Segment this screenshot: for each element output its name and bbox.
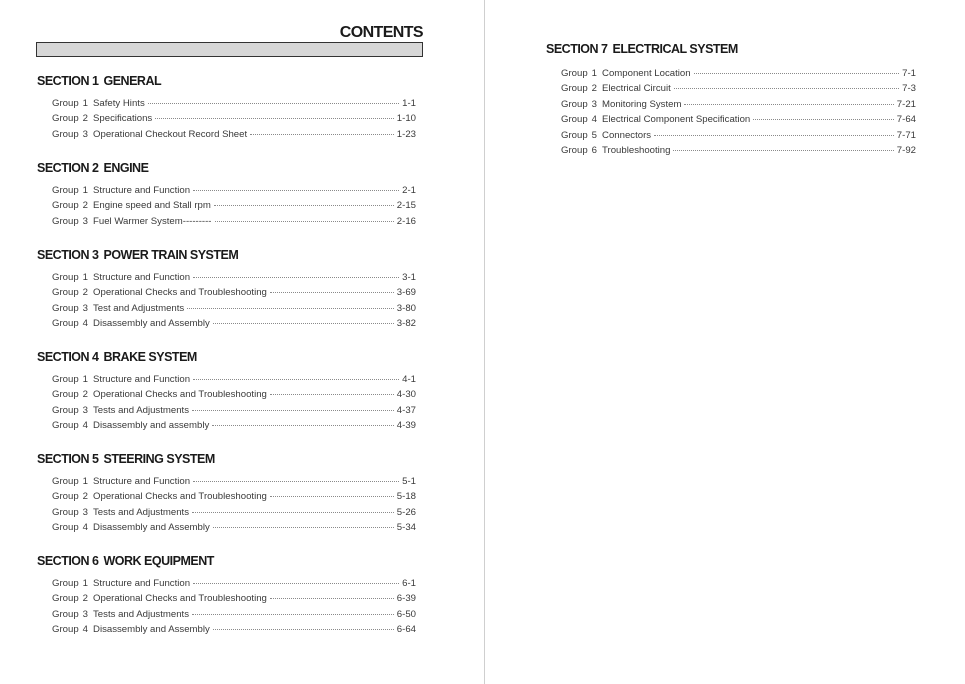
section-heading bbox=[37, 350, 416, 364]
group-list bbox=[52, 185, 416, 231]
toc-entry[interactable] bbox=[52, 318, 416, 333]
group-word: Group bbox=[52, 318, 79, 330]
toc-entry[interactable] bbox=[52, 185, 416, 200]
toc-entry[interactable] bbox=[52, 593, 416, 608]
section-number: SECTION 6 bbox=[37, 554, 99, 568]
group-number: 3 bbox=[82, 608, 89, 620]
page-number: 7-1 bbox=[902, 68, 916, 79]
toc-entry[interactable] bbox=[52, 609, 416, 624]
section-heading bbox=[37, 554, 416, 568]
section-4 bbox=[37, 350, 416, 436]
page-title: CONTENTS bbox=[339, 24, 423, 41]
group-word: Group bbox=[561, 129, 588, 141]
entry-title: Electrical Component Specification bbox=[602, 114, 751, 126]
section-6 bbox=[37, 554, 416, 640]
toc-entry[interactable] bbox=[52, 272, 416, 287]
toc-entry[interactable] bbox=[561, 99, 916, 114]
group-word: Group bbox=[561, 68, 588, 79]
group-number: 3 bbox=[82, 506, 89, 518]
entry-title: Disassembly and Assembly bbox=[93, 318, 210, 330]
toc-entry[interactable] bbox=[561, 145, 916, 160]
group-number: 6 bbox=[591, 144, 598, 156]
group-list bbox=[52, 578, 416, 640]
dot-leader bbox=[674, 88, 899, 89]
entry-title: Tests and Adjustments bbox=[93, 404, 190, 416]
group-number: 1 bbox=[82, 476, 89, 487]
group-number: 2 bbox=[82, 287, 89, 299]
entry-title: Component Location bbox=[602, 68, 691, 79]
group-word: Group bbox=[52, 404, 79, 416]
toc-entry[interactable] bbox=[561, 130, 916, 145]
entry-title: Safety Hints bbox=[93, 98, 145, 109]
dot-leader bbox=[694, 73, 900, 74]
group-number: 3 bbox=[82, 404, 89, 416]
toc-entry[interactable] bbox=[52, 200, 416, 215]
page-gutter-divider bbox=[484, 0, 485, 684]
section-3 bbox=[37, 248, 416, 334]
group-number: 5 bbox=[591, 129, 598, 141]
entry-title: Test and Adjustments bbox=[93, 302, 185, 314]
dot-leader bbox=[192, 614, 394, 615]
page-number: 3-80 bbox=[396, 302, 416, 314]
section-name: BRAKE SYSTEM bbox=[103, 350, 197, 364]
toc-entry[interactable] bbox=[52, 578, 416, 593]
group-list bbox=[52, 98, 416, 144]
section-2 bbox=[37, 161, 416, 231]
toc-entry[interactable] bbox=[52, 491, 416, 506]
entry-title: Operational Checkout Record Sheet bbox=[93, 128, 248, 140]
page-number: 7-21 bbox=[896, 98, 916, 110]
page-number: 2-1 bbox=[402, 185, 416, 196]
group-number: 1 bbox=[82, 578, 89, 589]
section-name: ELECTRICAL SYSTEM bbox=[612, 42, 738, 56]
group-number: 2 bbox=[82, 113, 89, 125]
toc-entry[interactable] bbox=[561, 83, 916, 98]
dot-leader bbox=[192, 512, 394, 513]
group-word: Group bbox=[52, 113, 79, 125]
group-number: 1 bbox=[82, 272, 89, 283]
group-word: Group bbox=[52, 272, 79, 283]
entry-title: Fuel Warmer System--------- bbox=[93, 215, 212, 227]
section-number: SECTION 3 bbox=[37, 248, 99, 262]
entry-title: Operational Checks and Troubleshooting bbox=[93, 389, 267, 401]
section-number: SECTION 5 bbox=[37, 452, 99, 466]
section-heading bbox=[546, 42, 916, 56]
page-number: 7-71 bbox=[896, 129, 916, 141]
dot-leader bbox=[673, 150, 893, 151]
page-number: 5-18 bbox=[396, 491, 416, 503]
dot-leader bbox=[654, 135, 894, 136]
page-number: 7-92 bbox=[896, 144, 916, 156]
group-number: 3 bbox=[591, 98, 598, 110]
section-5 bbox=[37, 452, 416, 538]
entry-title: Structure and Function bbox=[93, 185, 191, 196]
title-bar bbox=[36, 42, 423, 57]
page-number: 6-64 bbox=[396, 624, 416, 636]
section-name: GENERAL bbox=[103, 74, 162, 88]
entry-title: Structure and Function bbox=[93, 578, 191, 589]
page-number: 4-37 bbox=[396, 404, 416, 416]
group-word: Group bbox=[52, 624, 79, 636]
dot-leader bbox=[193, 379, 399, 380]
page-number: 3-1 bbox=[402, 272, 416, 283]
section-number: SECTION 2 bbox=[37, 161, 99, 175]
group-list bbox=[52, 272, 416, 334]
entry-title: Tests and Adjustments bbox=[93, 608, 190, 620]
dot-leader bbox=[192, 410, 394, 411]
page-number: 4-30 bbox=[396, 389, 416, 401]
page-number: 5-1 bbox=[402, 476, 416, 487]
dot-leader bbox=[270, 394, 394, 395]
group-number: 2 bbox=[82, 491, 89, 503]
entry-title: Electrical Circuit bbox=[602, 83, 671, 95]
section-7 bbox=[546, 42, 916, 160]
dot-leader bbox=[148, 103, 399, 104]
group-word: Group bbox=[52, 128, 79, 140]
group-list bbox=[52, 374, 416, 436]
page-number: 1-23 bbox=[396, 128, 416, 140]
page-number: 2-15 bbox=[396, 200, 416, 212]
dot-leader bbox=[213, 629, 394, 630]
entry-title: Engine speed and Stall rpm bbox=[93, 200, 211, 212]
page-number: 4-1 bbox=[402, 374, 416, 385]
group-word: Group bbox=[52, 506, 79, 518]
toc-entry[interactable] bbox=[52, 113, 416, 128]
section-number: SECTION 7 bbox=[546, 42, 608, 56]
toc-entry[interactable] bbox=[52, 405, 416, 420]
entry-title: Specifications bbox=[93, 113, 153, 125]
group-word: Group bbox=[561, 114, 588, 126]
entry-title: Structure and Function bbox=[93, 272, 191, 283]
group-number: 4 bbox=[82, 318, 89, 330]
entry-title: Connectors bbox=[602, 129, 652, 141]
group-word: Group bbox=[52, 374, 79, 385]
section-name: STEERING SYSTEM bbox=[103, 452, 215, 466]
entry-title: Troubleshooting bbox=[602, 144, 671, 156]
dot-leader bbox=[193, 583, 399, 584]
entry-title: Structure and Function bbox=[93, 374, 191, 385]
group-number: 2 bbox=[82, 593, 89, 605]
page-number: 4-39 bbox=[396, 420, 416, 432]
toc-entry[interactable] bbox=[52, 389, 416, 404]
page-number: 2-16 bbox=[396, 215, 416, 227]
dot-leader bbox=[270, 292, 394, 293]
dot-leader bbox=[193, 277, 399, 278]
group-word: Group bbox=[52, 287, 79, 299]
group-number: 4 bbox=[82, 522, 89, 534]
group-word: Group bbox=[52, 215, 79, 227]
dot-leader bbox=[270, 598, 394, 599]
toc-entry[interactable] bbox=[52, 374, 416, 389]
toc-entry[interactable] bbox=[52, 216, 416, 231]
dot-leader bbox=[193, 481, 399, 482]
page-number: 6-39 bbox=[396, 593, 416, 605]
entry-title: Operational Checks and Troubleshooting bbox=[93, 593, 267, 605]
group-number: 2 bbox=[591, 83, 598, 95]
entry-title: Operational Checks and Troubleshooting bbox=[93, 491, 267, 503]
group-number: 3 bbox=[82, 215, 89, 227]
entry-title: Disassembly and Assembly bbox=[93, 624, 210, 636]
group-word: Group bbox=[52, 491, 79, 503]
entry-title: Disassembly and assembly bbox=[93, 420, 210, 432]
dot-leader bbox=[213, 323, 394, 324]
group-number: 4 bbox=[591, 114, 598, 126]
group-number: 4 bbox=[82, 624, 89, 636]
dot-leader bbox=[212, 425, 394, 426]
section-name: WORK EQUIPMENT bbox=[103, 554, 214, 568]
page-number: 5-34 bbox=[396, 522, 416, 534]
entry-title: Structure and Function bbox=[93, 476, 191, 487]
page-number: 3-82 bbox=[396, 318, 416, 330]
toc-entry[interactable] bbox=[52, 98, 416, 113]
group-word: Group bbox=[52, 608, 79, 620]
section-heading bbox=[37, 248, 416, 262]
group-word: Group bbox=[52, 389, 79, 401]
group-list bbox=[52, 476, 416, 538]
toc-entry[interactable] bbox=[52, 522, 416, 537]
page-number: 1-1 bbox=[402, 98, 416, 109]
toc-entry[interactable] bbox=[52, 303, 416, 318]
toc-entry[interactable] bbox=[52, 129, 416, 144]
group-word: Group bbox=[561, 83, 588, 95]
group-number: 1 bbox=[82, 374, 89, 385]
group-number: 3 bbox=[82, 302, 89, 314]
page-number: 7-3 bbox=[902, 83, 916, 95]
group-number: 1 bbox=[82, 185, 89, 196]
dot-leader bbox=[753, 119, 894, 120]
toc-entry[interactable] bbox=[561, 114, 916, 129]
dot-leader bbox=[187, 308, 394, 309]
group-word: Group bbox=[52, 476, 79, 487]
entry-title: Disassembly and Assembly bbox=[93, 522, 210, 534]
group-word: Group bbox=[52, 522, 79, 534]
group-word: Group bbox=[561, 98, 588, 110]
group-list bbox=[561, 68, 916, 160]
group-word: Group bbox=[52, 185, 79, 196]
page-number: 5-26 bbox=[396, 506, 416, 518]
group-word: Group bbox=[52, 200, 79, 212]
group-number: 1 bbox=[591, 68, 598, 79]
entry-title: Monitoring System bbox=[602, 98, 682, 110]
section-name: ENGINE bbox=[103, 161, 149, 175]
entry-title: Operational Checks and Troubleshooting bbox=[93, 287, 267, 299]
toc-entry[interactable] bbox=[52, 624, 416, 639]
group-number: 3 bbox=[82, 128, 89, 140]
section-heading bbox=[37, 452, 416, 466]
group-word: Group bbox=[561, 144, 588, 156]
group-word: Group bbox=[52, 420, 79, 432]
dot-leader bbox=[193, 190, 399, 191]
section-heading bbox=[37, 74, 416, 88]
dot-leader bbox=[270, 496, 394, 497]
section-number: SECTION 4 bbox=[37, 350, 99, 364]
dot-leader bbox=[684, 104, 893, 105]
group-number: 4 bbox=[82, 420, 89, 432]
toc-entry[interactable] bbox=[561, 68, 916, 83]
group-word: Group bbox=[52, 98, 79, 109]
dot-leader bbox=[250, 134, 394, 135]
page-number: 3-69 bbox=[396, 287, 416, 299]
group-number: 1 bbox=[82, 98, 89, 109]
page-number: 7-64 bbox=[896, 114, 916, 126]
toc-entry[interactable] bbox=[52, 287, 416, 302]
page-number: 6-1 bbox=[402, 578, 416, 589]
page-number: 1-10 bbox=[396, 113, 416, 125]
toc-entry[interactable] bbox=[52, 476, 416, 491]
dot-leader bbox=[213, 527, 394, 528]
group-number: 2 bbox=[82, 389, 89, 401]
group-word: Group bbox=[52, 578, 79, 589]
dot-leader bbox=[214, 205, 394, 206]
entry-title: Tests and Adjustments bbox=[93, 506, 190, 518]
section-1 bbox=[37, 74, 416, 144]
section-number: SECTION 1 bbox=[37, 74, 99, 88]
toc-entry[interactable] bbox=[52, 507, 416, 522]
section-name: POWER TRAIN SYSTEM bbox=[103, 248, 239, 262]
group-number: 2 bbox=[82, 200, 89, 212]
toc-entry[interactable] bbox=[52, 420, 416, 435]
group-word: Group bbox=[52, 302, 79, 314]
dot-leader bbox=[155, 118, 394, 119]
section-heading bbox=[37, 161, 416, 175]
group-word: Group bbox=[52, 593, 79, 605]
dot-leader bbox=[215, 221, 394, 222]
page-number: 6-50 bbox=[396, 608, 416, 620]
